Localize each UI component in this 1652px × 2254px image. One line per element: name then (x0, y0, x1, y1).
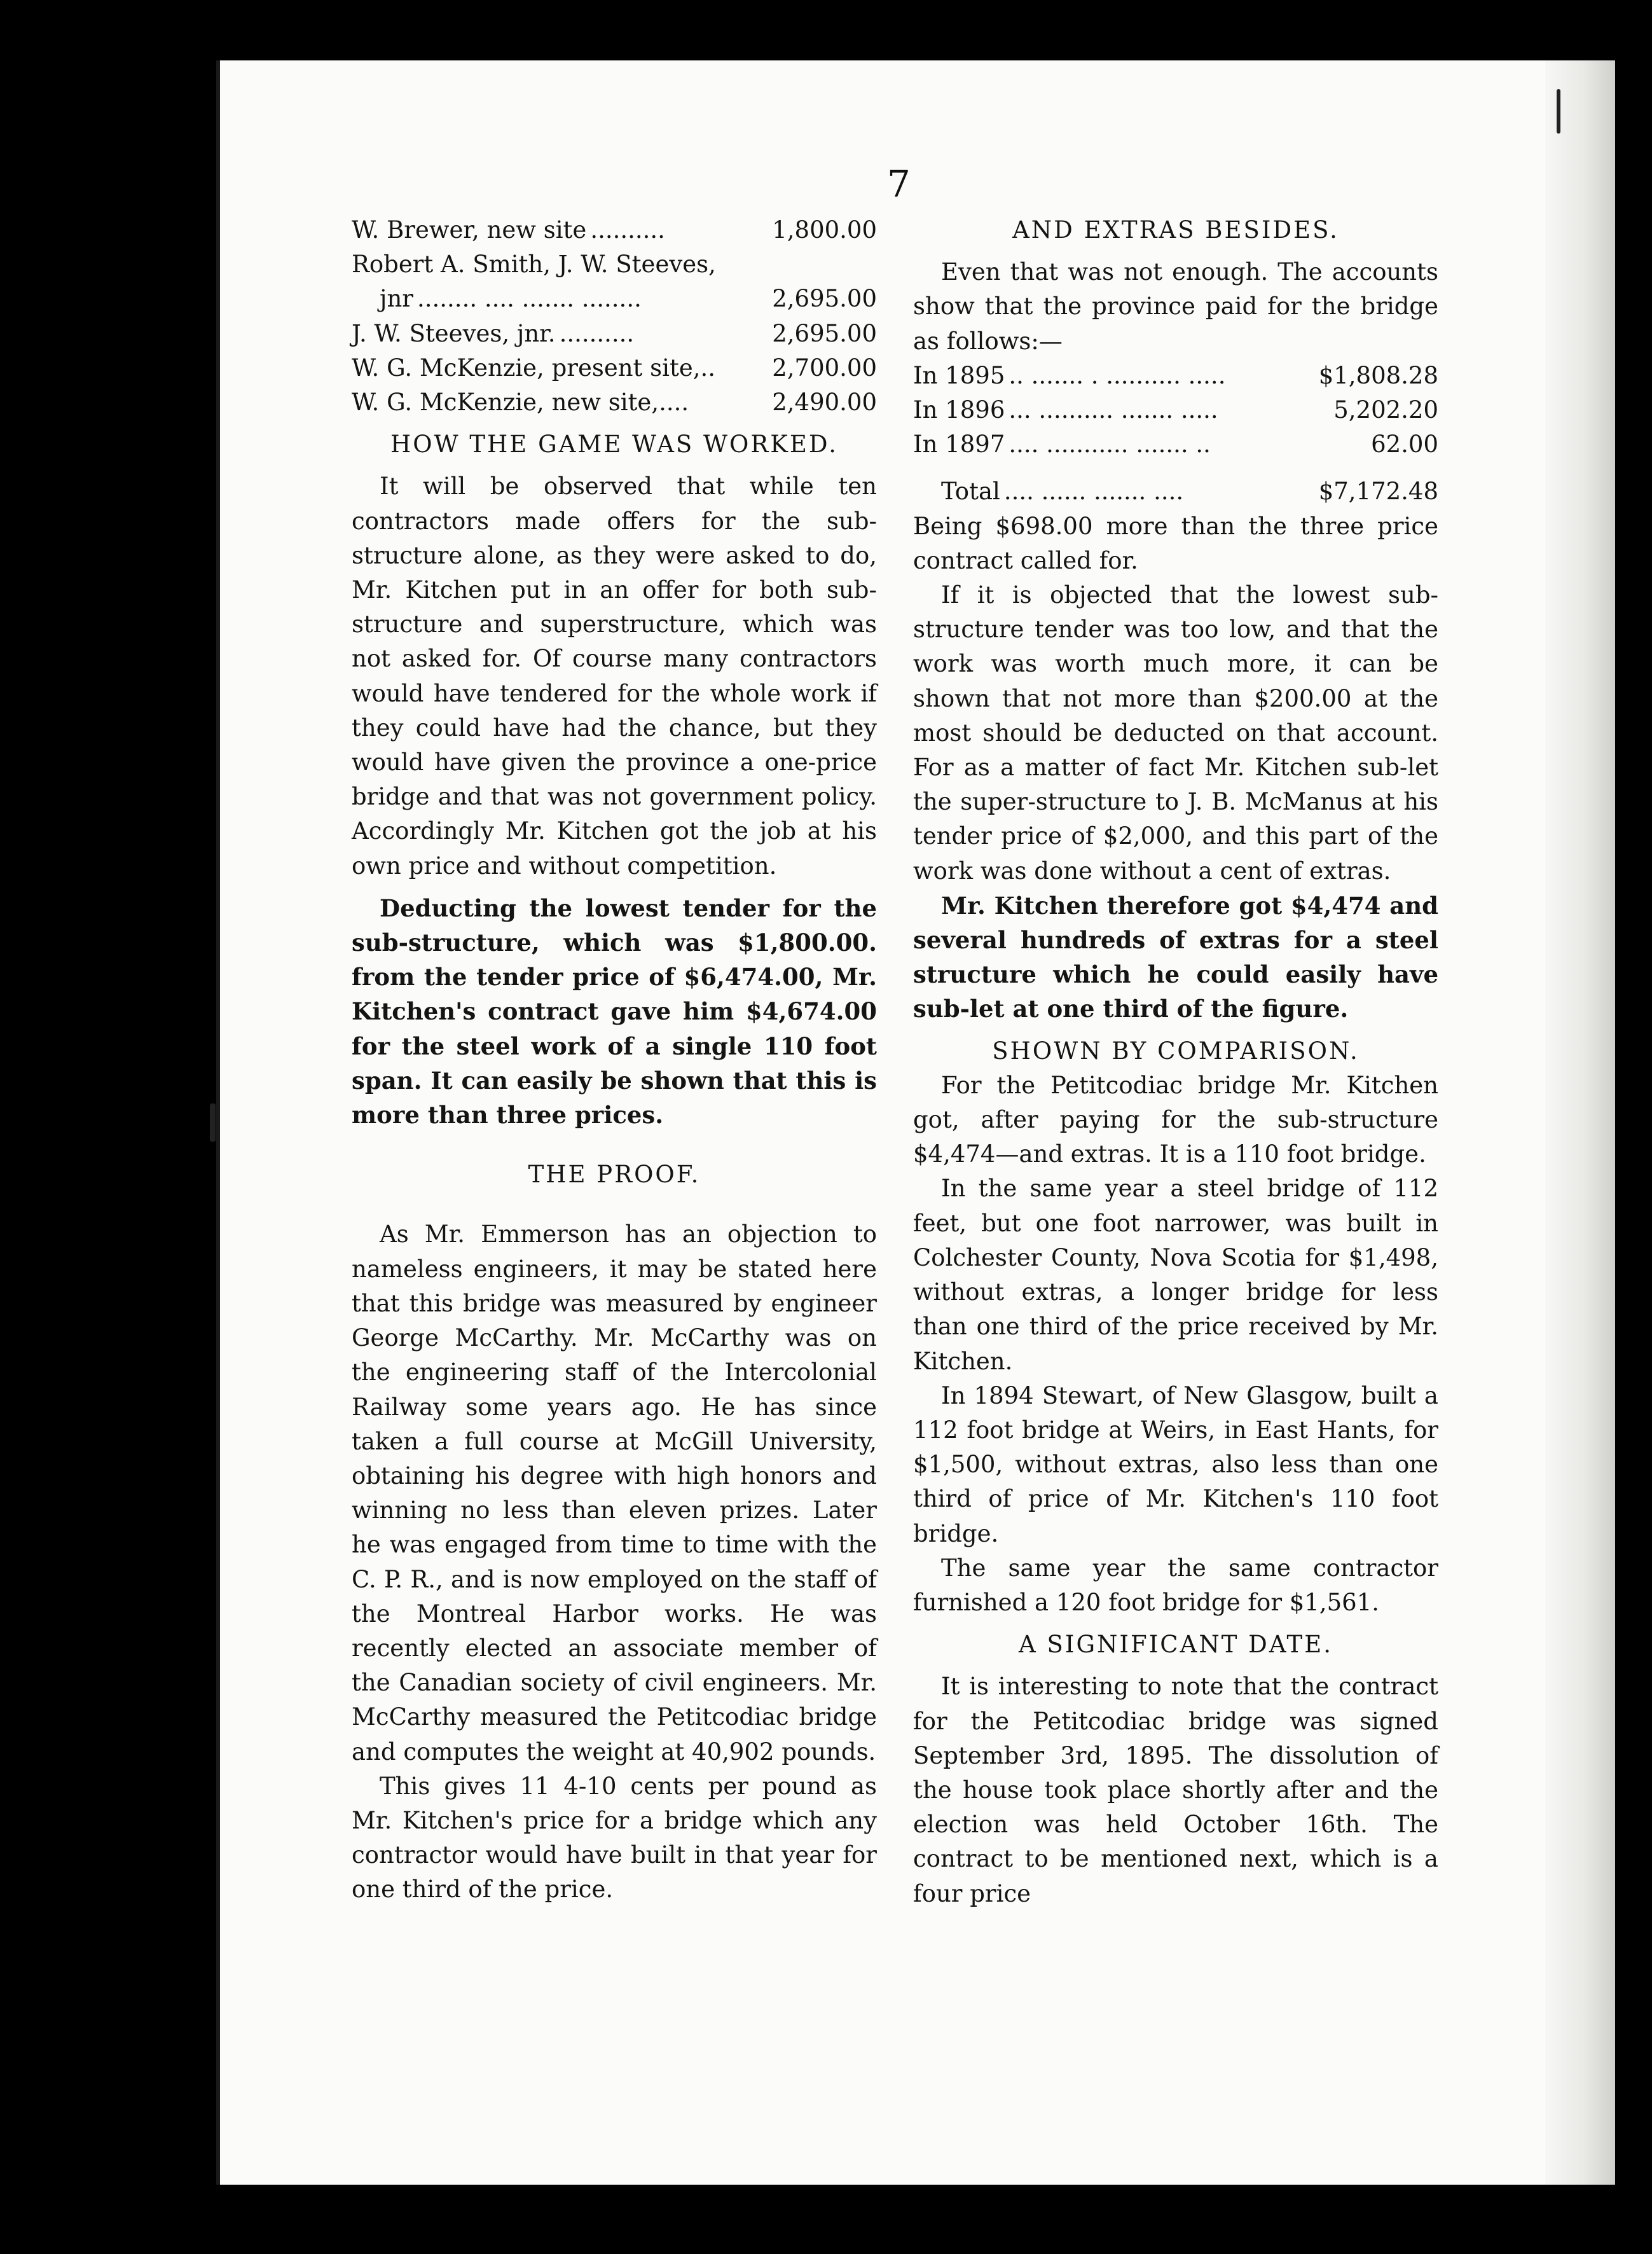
right-column (913, 213, 1438, 1911)
payment-amount: 5,202.20 (1333, 396, 1438, 424)
tender-name: W. G. McKenzie, new site,.... (352, 389, 689, 417)
paragraph-significant-date: It is interesting to note that the contract for the Petitcodiac bridge was signed September 3rd, 1895. The dissolution of the house took place shortly after and the election was held October 16th. The contract to be mentioned next, which is a four price (913, 1673, 1438, 1907)
page-number: 7 (887, 162, 911, 205)
left-column (352, 213, 877, 1907)
tender-name: J. W. Steeves, jnr. (352, 319, 556, 347)
tender-amount: 2,490.00 (772, 389, 877, 417)
payment-amount: 62.00 (1371, 431, 1438, 459)
heading-significant-date: A SIGNIFICANT DATE. (1019, 1631, 1333, 1659)
total-row (913, 473, 1438, 509)
payment-leader: .. ....... . .......... ..... (1008, 361, 1226, 389)
ink-speck (210, 1103, 216, 1142)
tender-name: W. G. McKenzie, present site,.. (352, 354, 716, 382)
paragraph-game-worked: It will be observed that while ten contractors made offers for the sub-structure alone, as they were asked to do, Mr. Kitchen put in an offer for both sub-structure and superstructure, which was not asked for. Of course many contractors would have tendered for the whole work if they could have had the chance, but they would have given the province a one-price bridge and that was not government policy. Accordingly Mr. Kitchen got the job at his own price and without competition. (352, 473, 877, 880)
paragraph-therefore: Mr. Kitchen therefore got $4,474 and several hundreds of extras for a steel structure which he could easily have sub-let at one third of the figure. (913, 891, 1438, 1023)
payment-name: In 1896 (913, 396, 1005, 424)
payment-list (913, 359, 1438, 462)
paragraph-same-year: In the same year a steel bridge of 112 feet, but one foot narrower, was built in Colchester County, Nova Scotia for $1,498, without extras, a longer bridge for less than one third of the price received by Mr. Kitchen. (913, 1175, 1438, 1375)
ink-speck (1557, 89, 1560, 134)
heading-the-proof: THE PROOF. (528, 1161, 701, 1189)
heading-shown-by-comparison: SHOWN BY COMPARISON. (992, 1037, 1359, 1065)
heading-extras-besides: AND EXTRAS BESIDES. (1012, 216, 1339, 244)
paragraph-gives: This gives 11 4-10 cents per pound as Mr. Kitchen's price for a bridge which any contractor would have built in that year for one third of the price. (352, 1772, 877, 1904)
paragraph-the-proof: As Mr. Emmerson has an objection to nameless engineers, it may be stated here that this bridge was measured by engineer George McCarthy. Mr. McCarthy was on the engineering staff of the Intercolonial Railway some years ago. He has since taken a full course at McGill University, obtaining his degree with high honors and winning no less than eleven prizes. Later he was engaged from time to time with the C. P. R., and is now employed on the staff of the Montreal Harbor works. He was recently elected an associate member of the Canadian society of civil engineers. Mr. McCarthy measured the Petitcodiac bridge and computes the weight at 40,902 pounds. (352, 1220, 877, 1766)
paragraph-extras: Even that was not enough. The accounts show that the province paid for the bridge as follows:— (913, 258, 1438, 355)
tender-leader (715, 351, 772, 385)
tender-amount: 2,695.00 (772, 285, 877, 313)
tender-amount: 2,695.00 (772, 319, 877, 347)
paragraph-petitcodiac: For the Petitcodiac bridge Mr. Kitchen got, after paying for the sub-structure $4,474—and extras. It is a 110 foot bridge. (913, 1071, 1438, 1168)
binding-edge (216, 60, 220, 2185)
paragraph-objected: If it is objected that the lowest sub-structure tender was too low, and that the work was worth much more, it can be shown that not more than $200.00 at the most should be deducted on that account. For as a matter of fact Mr. Kitchen sub-let the super-structure to J. B. McManus at his tender price of $2,000, and this part of the work was done without a cent of extras. (913, 581, 1438, 885)
paragraph-deducting: Deducting the lowest tender for the sub-structure, which was $1,800.00. from the tender price of $6,474.00, Mr. Kitchen's contract gave him $4,674.00 for the steel work of a single 110 foot span. It can easily be shown that this is more than three prices. (352, 894, 877, 1130)
tender-leader (689, 385, 772, 420)
payment-row (913, 359, 1438, 393)
tender-row (352, 213, 877, 247)
page-edge-shadow (1545, 60, 1615, 2185)
tender-row (352, 282, 877, 316)
payment-name: In 1897 (913, 431, 1005, 459)
paragraph-same-contractor: The same year the same contractor furnished a 120 foot bridge for $1,561. (913, 1554, 1438, 1616)
payment-leader: .... ........... ....... .. (1008, 431, 1211, 459)
tender-leader: ........ .... ....... ........ (417, 285, 642, 313)
paragraph-1894: In 1894 Stewart, of New Glasgow, built a 112 foot bridge at Weirs, in East Hants, for $1,500, without extras, also less than one third of price of Mr. Kitchen's 110 foot bridge. (913, 1381, 1438, 1547)
tender-row (352, 351, 877, 385)
tender-row (352, 317, 877, 351)
tender-name: Robert A. Smith, J. W. Steeves, (352, 251, 716, 279)
tender-amount: 2,700.00 (772, 354, 877, 382)
tender-list (352, 213, 877, 420)
heading-game-worked: HOW THE GAME WAS WORKED. (390, 431, 839, 459)
tender-amount: 1,800.00 (772, 216, 877, 244)
payment-leader: ... .......... ....... ..... (1008, 396, 1218, 424)
paragraph-being: Being $698.00 more than the three price contract called for. (913, 512, 1438, 574)
payment-amount: $1,808.28 (1318, 361, 1438, 389)
tender-leader: .......... (559, 319, 635, 347)
tender-name: W. Brewer, new site (352, 216, 587, 244)
payment-row (913, 427, 1438, 462)
tender-row (352, 247, 877, 282)
tender-row (352, 385, 877, 420)
total-leader: .... ...... ....... .... (1003, 478, 1184, 506)
tender-name: jnr (380, 285, 413, 313)
tender-leader (716, 247, 877, 282)
total-label: Total (941, 478, 1000, 506)
payment-row (913, 393, 1438, 427)
tender-leader: .......... (590, 216, 665, 244)
total-amount: $7,172.48 (1318, 478, 1438, 506)
payment-name: In 1895 (913, 361, 1005, 389)
